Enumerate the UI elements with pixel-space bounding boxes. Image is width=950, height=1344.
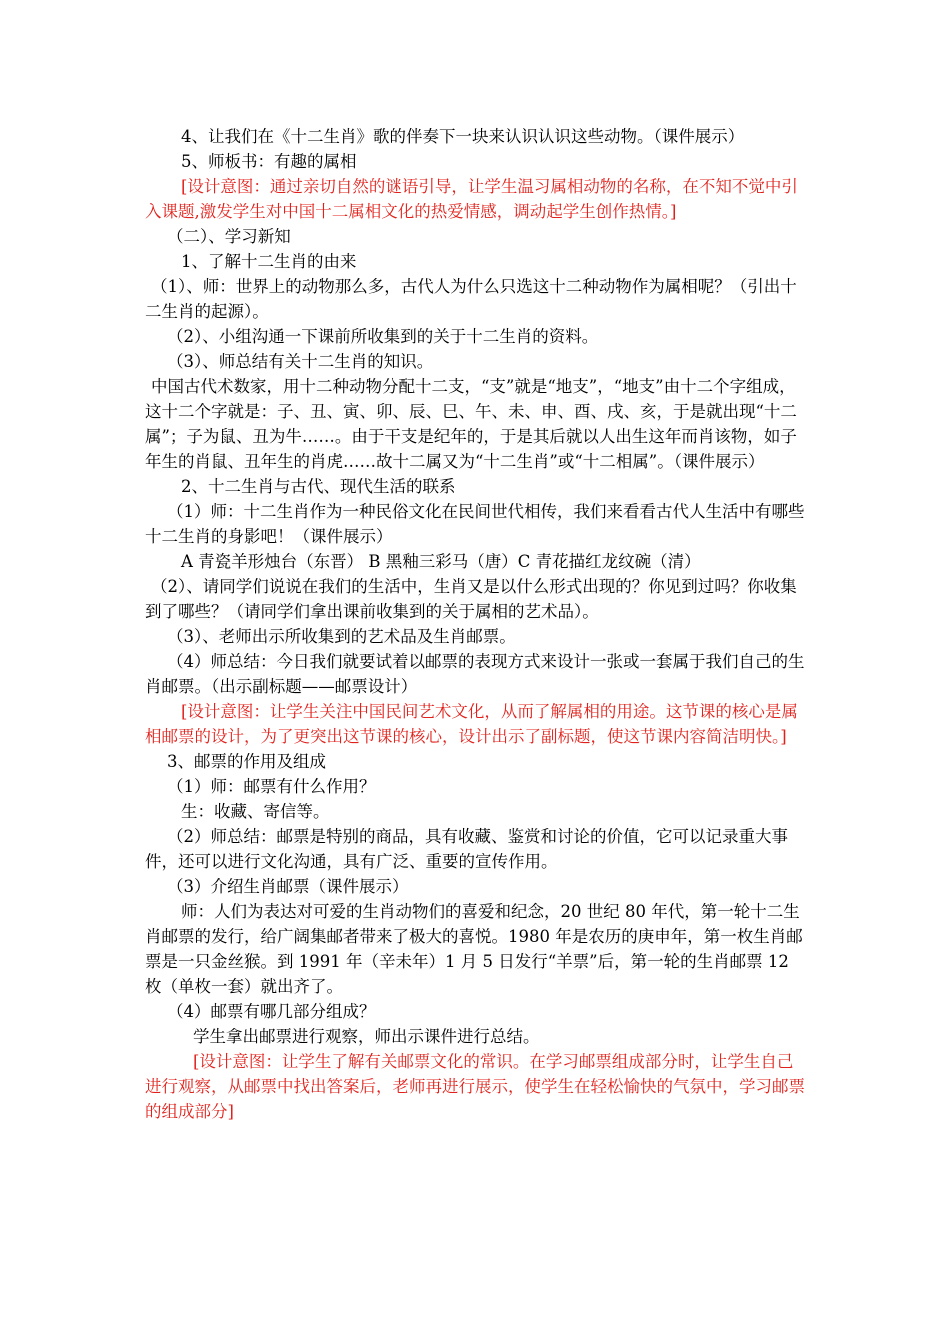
paragraph-18: （1）师：邮票有什么作用？ [167, 777, 376, 796]
paragraph-19: 生：收藏、寄信等。 [181, 802, 330, 821]
paragraph-1: 4、让我们在《十二生肖》歌的伴奏下一块来认识认识这些动物。（课件展示） [181, 127, 745, 146]
paragraph-24: 学生拿出邮票进行观察，师出示课件进行总结。 [193, 1027, 540, 1046]
paragraph-14: （3）、老师出示所收集到的艺术品及生肖邮票。 [167, 627, 516, 646]
paragraph-10: 2、十二生肖与古代、现代生活的联系 [181, 477, 456, 496]
design-intent-note-1: [设计意图：通过亲切自然的谜语引导，让学生温习属相动物的名称，在不知不觉中引入课题,激发学生对中国十二属相文化的热爱情感，调动起学生创作热情。] [145, 177, 798, 221]
paragraph-22: 师：人们为表达对可爱的生肖动物们的喜爱和纪念，20 世纪 80 年代，第一轮十二生肖邮票的发行，给广阔集邮者带来了极大的喜悦。1980 年是农历的庚申年，第一枚生肖邮票是一只金丝猴。到 1991 年（辛未年）1 月 5 日发行“羊票”后，第一轮的生肖邮票 12 枚（单枚一套）就出齐了。 [145, 902, 803, 996]
paragraph-17: 3、邮票的作用及组成 [167, 752, 326, 771]
paragraph-6: （1）、师：世界上的动物那么多，古代人为什么只选这十二种动物作为属相呢？（引出十二生肖的起源）。 [145, 277, 797, 321]
paragraph-9: 中国古代术数家，用十二种动物分配十二支，“支”就是“地支”，“地支”由十二个字组成，这十二个字就是：子、丑、寅、卯、辰、巳、午、未、申、酉、戌、亥，于是就出现“十二属”；子为鼠、丑为牛……。由于干支是纪年的，于是其后就以人出生这年而肖该物，如子年生的肖鼠、丑年生的肖虎……故十二属又为“十二生肖”或“十二相属”。（课件展示） [145, 377, 797, 471]
paragraph-2: 5、师板书：有趣的属相 [181, 152, 357, 171]
paragraph-12: A 青瓷羊形烛台（东晋） B 黑釉三彩马（唐）C 青花描红龙纹碗（清） [181, 552, 701, 571]
paragraph-20: （2）师总结：邮票是特别的商品，具有收藏、鉴赏和讨论的价值，它可以记录重大事件，还可以进行文化沟通，具有广泛、重要的宣传作用。 [145, 827, 788, 871]
paragraph-23: （4）邮票有哪几部分组成？ [167, 1002, 376, 1021]
paragraph-8: （3）、师总结有关十二生肖的知识。 [167, 352, 434, 371]
document-body [145, 124, 807, 1124]
paragraph-15: （4）师总结：今日我们就要试着以邮票的表现方式来设计一张或一套属于我们自己的生肖邮票。（出示副标题——邮票设计） [145, 652, 805, 696]
design-intent-note-2: [设计意图：让学生关注中国民间艺术文化，从而了解属相的用途。这节课的核心是属相邮票的设计，为了更突出这节课的核心，设计出示了副标题，使这节课内容简洁明快。] [145, 702, 798, 746]
paragraph-13: （2）、请同学们说说在我们的生活中，生肖又是以什么形式出现的？你见到过吗？你收集到了哪些？（请同学们拿出课前收集到的关于属相的艺术品）。 [145, 577, 797, 621]
paragraph-21: （3）介绍生肖邮票（课件展示） [167, 877, 409, 896]
section-heading-learn-new: （二）、学习新知 [167, 227, 291, 246]
design-intent-note-3: [设计意图：让学生了解有关邮票文化的常识。在学习邮票组成部分时，让学生自己进行观察，从邮票中找出答案后，老师再进行展示，使学生在轻松愉快的气氛中，学习邮票的组成部分] [145, 1052, 805, 1121]
paragraph-11: （1）师：十二生肖作为一种民俗文化在民间世代相传，我们来看看古代人生活中有哪些十二生肖的身影吧！（课件展示） [145, 502, 805, 546]
paragraph-5: 1、了解十二生肖的由来 [181, 252, 357, 271]
paragraph-7: （2）、小组沟通一下课前所收集到的关于十二生肖的资料。 [167, 327, 599, 346]
